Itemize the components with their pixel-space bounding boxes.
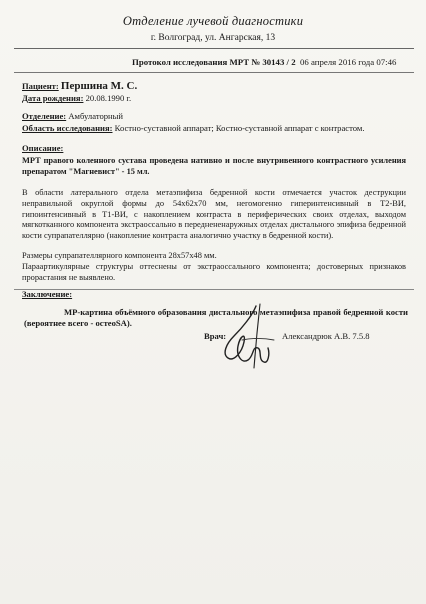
department-label: Отделение: (22, 111, 67, 121)
doctor-label: Врач: (204, 331, 227, 341)
description-label: Описание: (22, 143, 64, 153)
patient-label: Пациент: (22, 81, 59, 91)
description-row (22, 143, 63, 154)
conclusion-divider (14, 289, 414, 290)
patient-name: Першина М. С. (60, 80, 138, 92)
description-intro: МРТ правого коленного сустава проведена нативно и после внутривенного контрастного усиления препаратом "Магневист" - 15 мл. (22, 156, 406, 176)
birth-row (22, 93, 131, 104)
description-paragraph-3: Параартикулярные структуры оттеснены от экстраоссального компонента; достоверных признаков прорастания не выявлено. (22, 262, 406, 282)
area-label: Область исследования: (22, 123, 113, 133)
conclusion-row (22, 289, 72, 300)
department-value: Амбулаторный (68, 111, 124, 121)
doctor-name: Александрюк А.В. 7.5.8 (282, 331, 370, 341)
patient-row (22, 81, 137, 92)
description-paragraph-1: В области латерального отдела метаэпифиза бедренной кости отмечается участок деструкции неправильной округлой формы до 54х62х70 мм, негомогенно гиперинтенсивный в Т2-ВИ, гипоинтенсивный в Т1-ВИ, с накоплением контраста в периферических своих отделах, выходом мягкотканного компонента экстраоссально в переднененаружных отделах дистального эпифиза бедренной кости супрапателлярно (накопление контраста аналогично участку в бедренной кости). (22, 188, 406, 241)
header-divider (14, 48, 414, 49)
department-heading: Отделение лучевой диагностики (122, 14, 304, 28)
conclusion-label: Заключение: (22, 289, 73, 299)
conclusion-text: МР-картина объёмного образования дистального метаэпифиза правой бедренной кости (вероятнее всего - остеоSA). (24, 307, 408, 328)
area-value: Костно-суставной аппарат; Костно-суставной аппарат с контрастом. (114, 123, 365, 133)
protocol-divider (14, 72, 414, 73)
description-paragraph-2: Размеры супрапателлярного компонента 28х57х48 мм. (22, 251, 217, 260)
clinic-address: г. Волгоград, ул. Ангарская, 13 (150, 33, 276, 43)
area-row (22, 123, 364, 134)
protocol-date: 06 апреля 2016 года 07:46 (300, 57, 397, 67)
birth-label: Дата рождения: (22, 93, 84, 103)
protocol-title: Протокол исследования МРТ № 30143 / 2 (132, 57, 296, 67)
department-row (22, 111, 123, 122)
birth-date: 20.08.1990 г. (85, 93, 132, 103)
